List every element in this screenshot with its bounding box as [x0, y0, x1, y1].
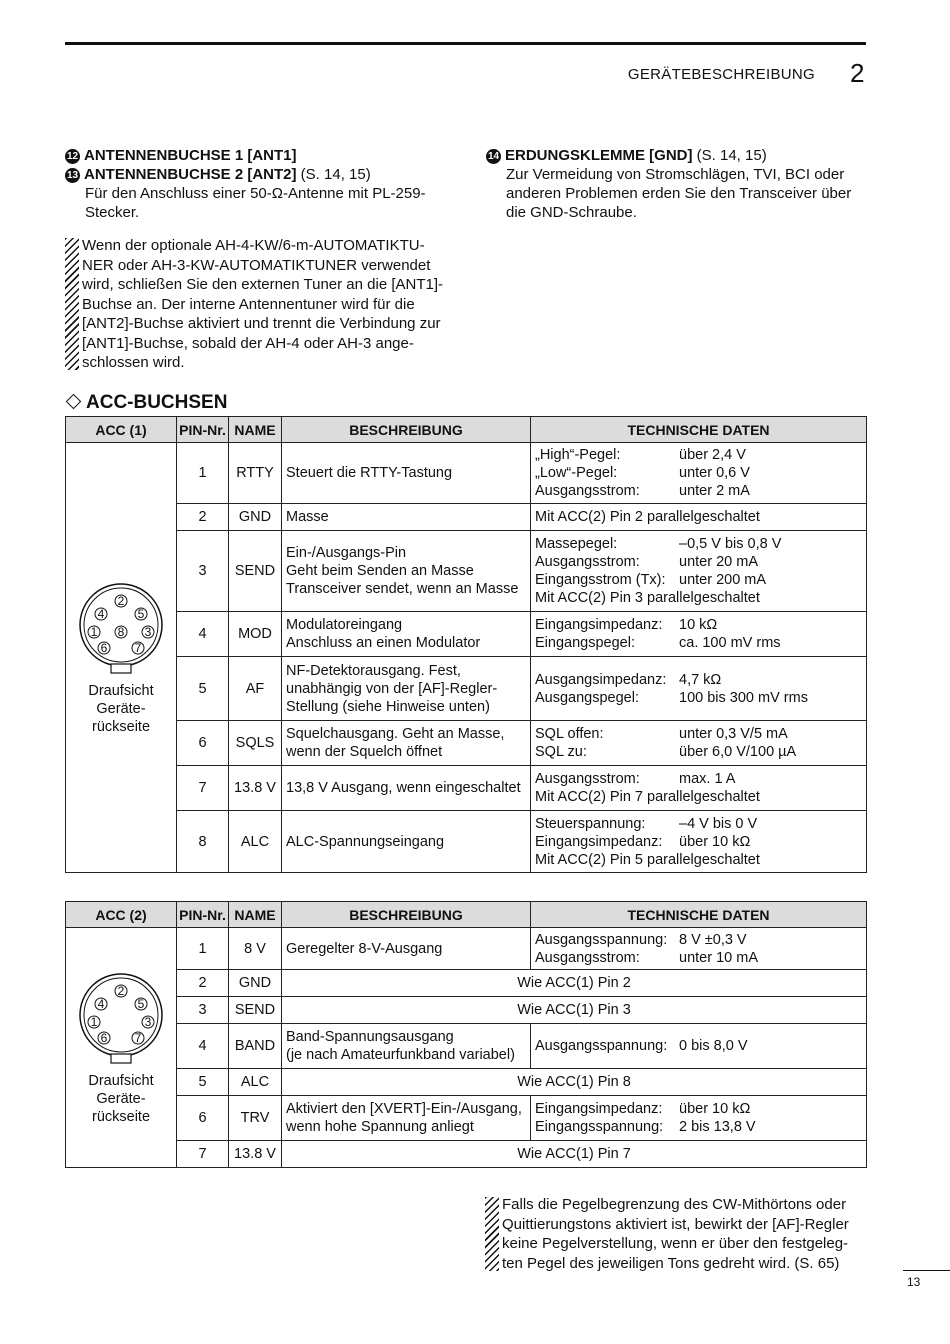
acc1-table: [65, 416, 867, 873]
pin-labels: [88, 984, 154, 1045]
svg-text:4: 4: [97, 606, 105, 621]
ant-note: Wenn der optionale AH-4-KW/6-m-AUTOMATIKTU- NER oder AH-3-KW-AUTOMATIKTUNER verwendet wird, schließen Sie den externen Tuner an die [ANT1]- Buchse an. Der interne Antennentuner wird für die [ANT2]-Buchse aktiviert und trennt die Verbindung zur [ANT1]-Buchse, sobald der AH-4 oder AH-3 ange- schlossen wird.: [65, 236, 455, 373]
table-row: 3 SEND Wie ACC(1) Pin 3: [66, 997, 867, 1024]
left-column: [65, 146, 450, 222]
din-jack-icon: [72, 970, 170, 1068]
acc1-jack-cell: [66, 443, 177, 873]
table-row: 6 TRV Aktiviert den [XVERT]-Ein-/Ausgang, wenn hohe Spannung anliegt Eingangsimpedanz: über 10 kΩ Eingangsspannung: 2 bis 13,8 V: [66, 1096, 867, 1141]
chapter-number: 2: [850, 58, 865, 88]
svg-text:3: 3: [144, 1014, 152, 1029]
svg-text:6: 6: [100, 640, 108, 655]
table-row: 4 MOD Modulatoreingang Anschluss an einen Modulator Eingangsimpedanz: 10 kΩ Eingangspegel: ca. 100 mV rms: [66, 612, 867, 657]
table-row: 2 5 4 3 1 7 6 Draufsicht Geräte- rückseite 1 8 V Geregelter 8-V-Ausgang Ausgangsspannung: 8 V ±0,3 V Ausgangsstrom: unter 10 mA: [66, 928, 867, 970]
item-13: 13 ANTENNENBUCHSE 2 [ANT2] (S. 14, 15): [66, 166, 371, 183]
table-row: 7 13.8 V Wie ACC(1) Pin 7: [66, 1141, 867, 1168]
item-13-text: Für den Anschluss einer 50-Ω-Antenne mit PL-259- Stecker.: [85, 185, 426, 221]
din-jack-icon: [72, 580, 170, 678]
table-row: 4 BAND Band-Spannungsausgang (je nach Amateurfunkband variabel) Ausgangsspannung: 0 bis 8,0 V: [66, 1024, 867, 1069]
table-row: 8 ALC ALC-Spannungseingang Steuerspannung: –4 V bis 0 V Eingangsimpedanz: über 10 kΩ Mit ACC(2) Pin 5 parallelgeschaltet: [66, 811, 867, 873]
side-label: Draufsicht Geräte- rückseite: [88, 682, 154, 735]
item-14: 14 ERDUNGSKLEMME [GND] (S. 14, 15): [487, 147, 767, 164]
table-row: 6 SQLS Squelchausgang. Geht an Masse, wenn der Squelch öffnet SQL offen: unter 0,3 V/5 mA SQL zu: über 6,0 V/100 µA: [66, 721, 867, 766]
page-number: 13: [903, 1270, 950, 1289]
svg-text:5: 5: [137, 996, 145, 1011]
marker-14-icon: 14: [487, 151, 500, 162]
svg-text:3: 3: [144, 624, 152, 639]
acc-section-heading: ACC-BUCHSEN: [65, 392, 227, 414]
table-row: 3 SEND Ein-/Ausgangs-Pin Geht beim Senden an Masse Transceiver sendet, wenn an Masse Massepegel: –0,5 V bis 0,8 V Ausgangsstrom: unter 20 mA Eingangsstrom (Tx): unter 200 mA Mit ACC(2) Pin 3 parallelgeschaltet: [66, 531, 867, 612]
right-column: [486, 146, 871, 222]
svg-text:7: 7: [134, 1030, 142, 1045]
svg-text:4: 4: [97, 996, 105, 1011]
side-label: Draufsicht Geräte- rückseite: [88, 1072, 154, 1125]
marker-12-icon: 12: [66, 151, 79, 162]
item-14-text: Zur Vermeidung von Stromschlägen, TVI, BCI oder anderen Problemen erden Sie den Transceiver über die GND-Schraube.: [506, 166, 852, 221]
svg-text:6: 6: [100, 1030, 108, 1045]
svg-text:1: 1: [90, 1014, 98, 1029]
header-rule: [65, 42, 866, 45]
acc2-table: [65, 901, 867, 1168]
acc2-jack-cell: [66, 928, 177, 1168]
table-row: 5 ALC Wie ACC(1) Pin 8: [66, 1069, 867, 1096]
table-row: 2 GND Wie ACC(1) Pin 2: [66, 970, 867, 997]
table-row: 2 GND Masse Mit ACC(2) Pin 2 parallelgeschaltet: [66, 504, 867, 531]
diamond-icon: [66, 394, 82, 410]
section-title: GERÄTEBESCHREIBUNG: [627, 66, 815, 83]
marker-13-icon: 13: [66, 170, 79, 181]
item-12: 12 ANTENNENBUCHSE 1 [ANT1]: [66, 147, 297, 164]
svg-text:2: 2: [117, 983, 125, 998]
svg-text:8: 8: [117, 624, 125, 639]
table-row: 5 AF NF-Detektorausgang. Fest, unabhängig von der [AF]-Regler- Stellung (siehe Hinweise unten) Ausgangsimpedanz: 4,7 kΩ Ausgangspegel: 100 bis 300 mV rms: [66, 657, 867, 721]
acc1-header-row: ACC (1) PIN-Nr. NAME BESCHREIBUNG TECHNISCHE DATEN: [66, 417, 867, 443]
table-row: 2 5 4 3 1 8 7 6 Draufsicht Geräte- rückseite 1 RTTY Steuert die RTTY-Tastung „High“-Pegel: über 2,4 V „Low“-Pegel: unter 0,6 V Ausgangsstrom: unter 2 mA: [66, 443, 867, 504]
pin-labels: [88, 594, 154, 655]
note-hatch-icon: [485, 1197, 499, 1271]
svg-text:2: 2: [117, 593, 125, 608]
svg-text:7: 7: [134, 640, 142, 655]
svg-text:5: 5: [137, 606, 145, 621]
acc2-header-row: ACC (2) PIN-Nr. NAME BESCHREIBUNG TECHNISCHE DATEN: [66, 902, 867, 928]
af-note: Falls die Pegelbegrenzung des CW-Mithörtons oder Quittierungstons aktiviert ist, bewirkt der [AF]-Regler keine Pegelverstellung, wenn er über den festgeleg- ten Pegel des jeweiligen Tons gedreht wird. (S. 65): [485, 1195, 869, 1273]
svg-text:1: 1: [90, 624, 98, 639]
table-row: 7 13.8 V 13,8 V Ausgang, wenn eingeschaltet Ausgangsstrom: max. 1 A Mit ACC(2) Pin 7 parallelgeschaltet: [66, 766, 867, 811]
note-hatch-icon: [65, 238, 79, 370]
